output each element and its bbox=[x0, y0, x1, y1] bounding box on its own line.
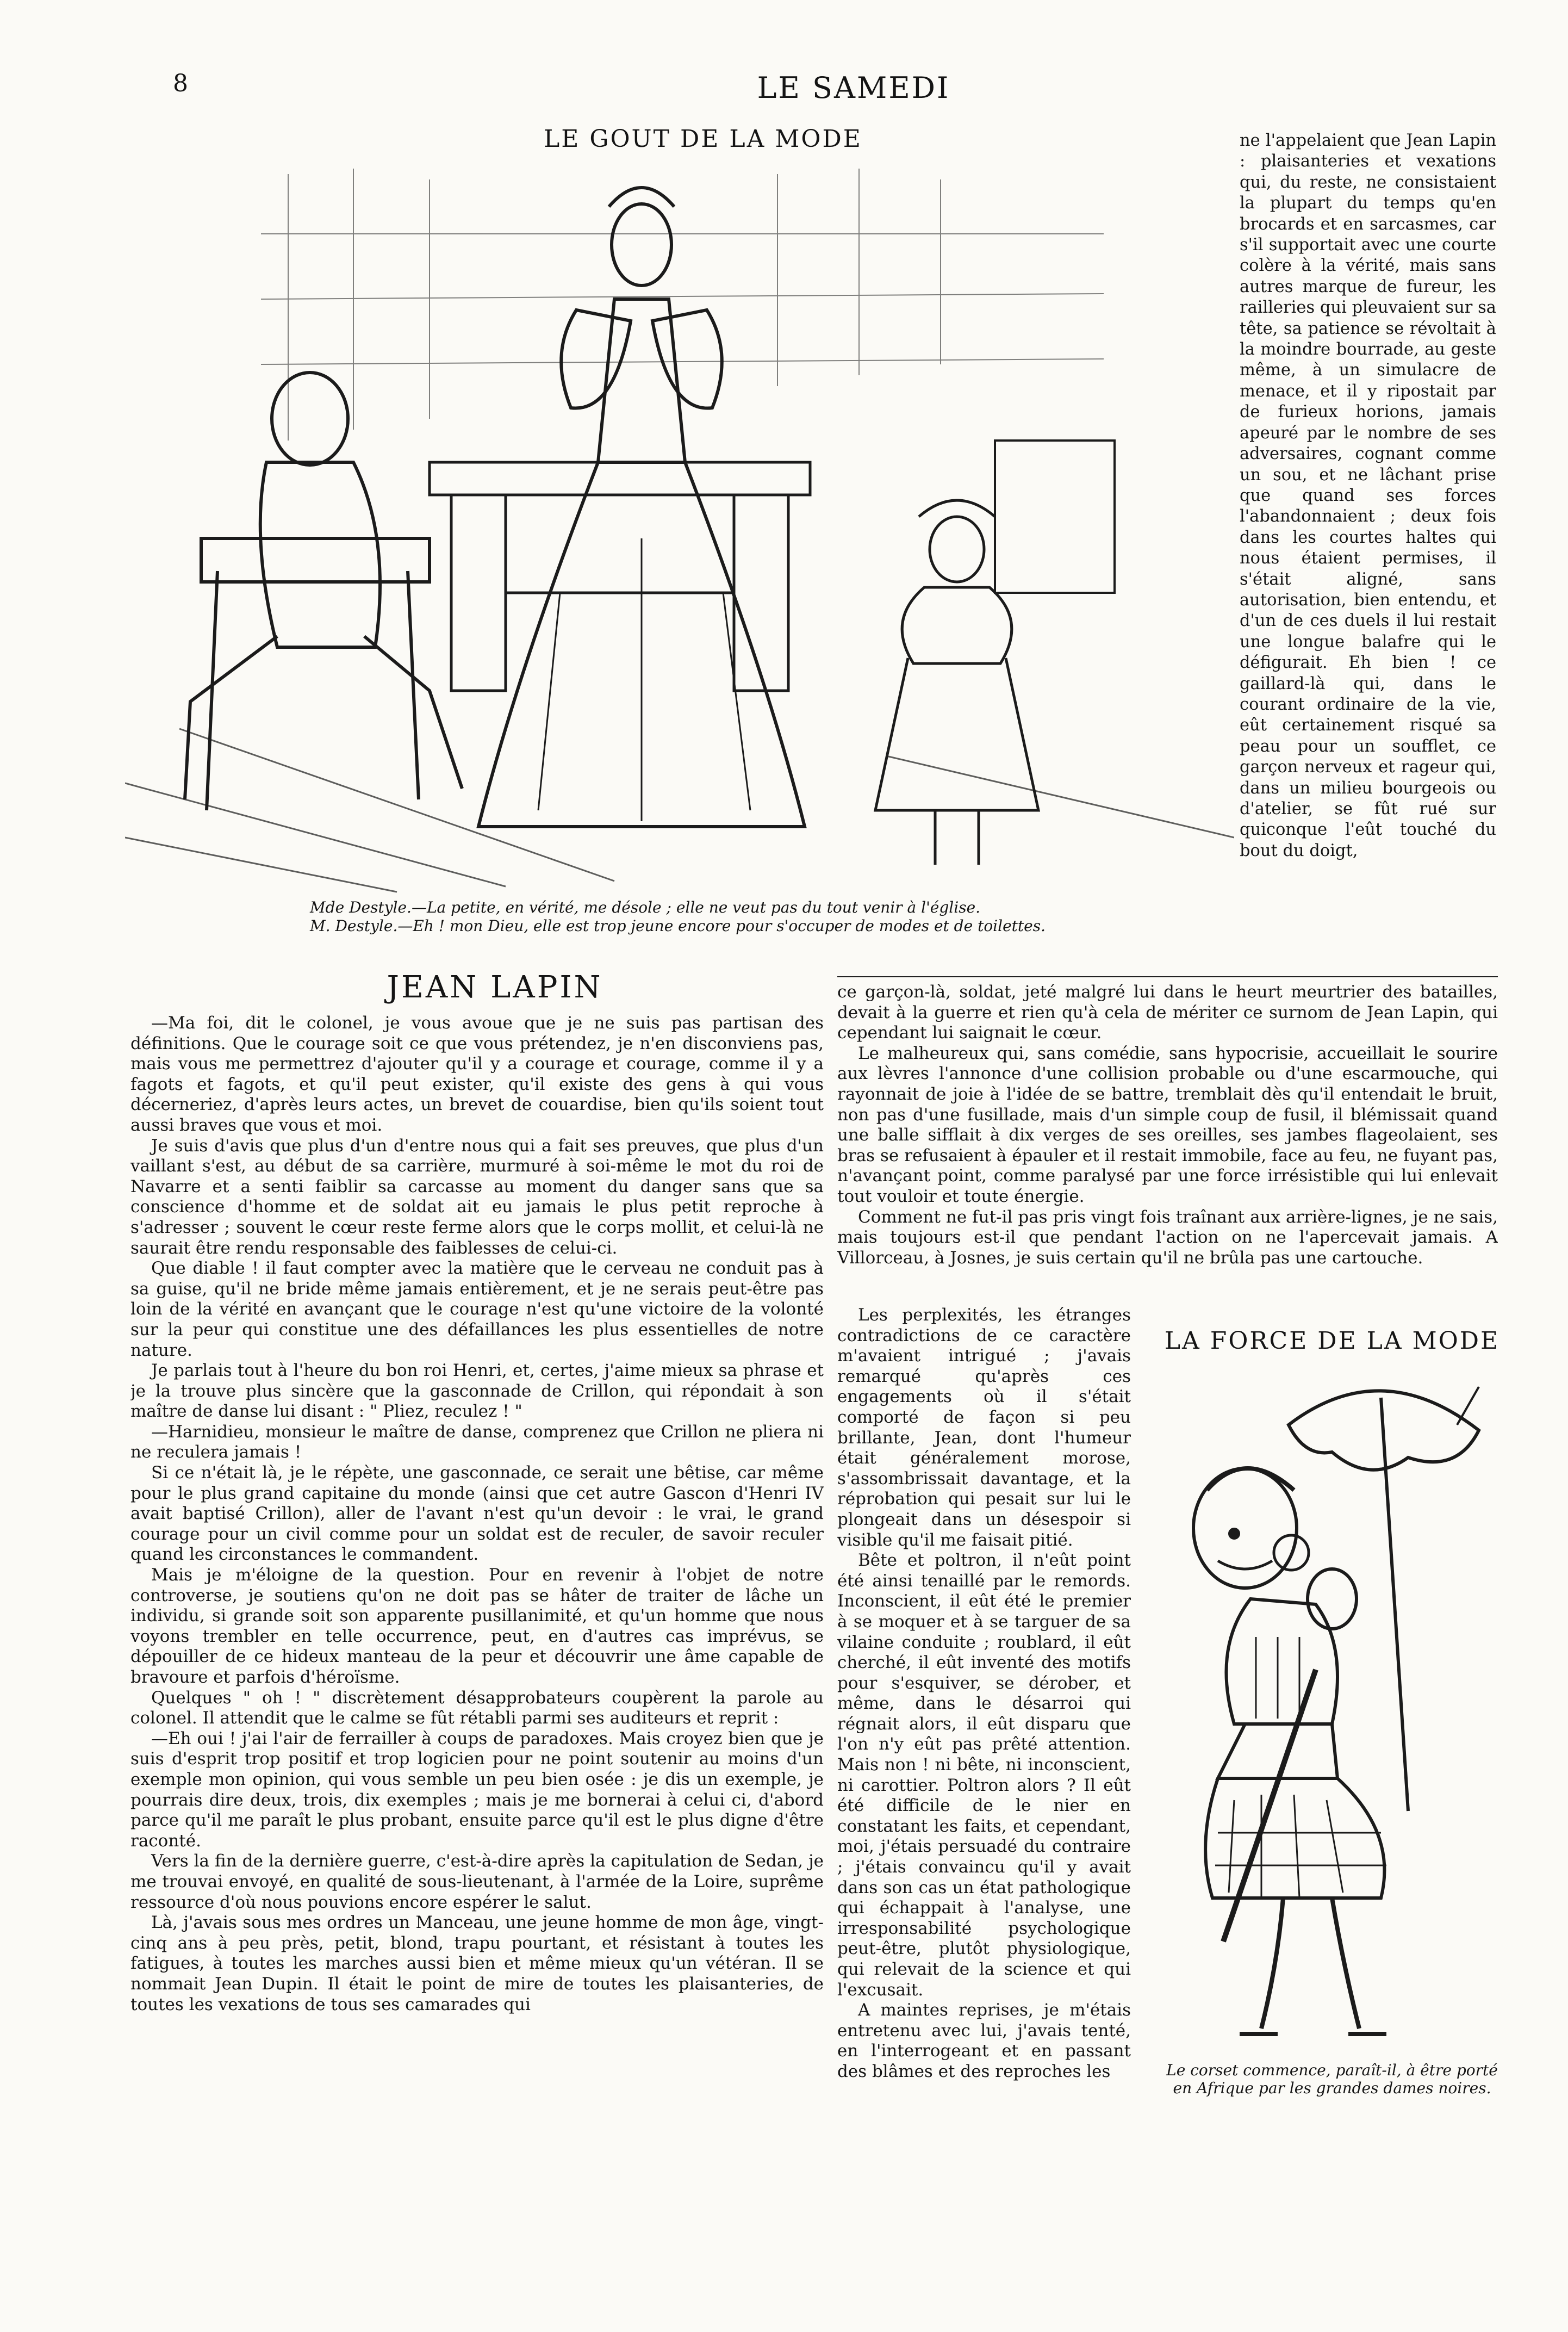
paragraph: ne l'appelaient que Jean Lapin : plaisanteries et vexations qui, du reste, ne consistaient la plupart du temps qu'en brocards et en sarcasmes, car s'il supportait avec une courte colère à la vérité, mais sans autres marque de fureur, les railleries qui pleuvaient sur sa tête, sa patience se révoltait à la moindre bourrade, au geste même, à un simulacre de menace, et il y ripostait par de furieux horions, jamais apeuré par le nombre de ses adversaires, cognant comme un sou, et ne lâchant prise que quand ses forces l'abandonnaient ; deux fois dans les courtes haltes qui nous étaient permises, il s'était aligné, sans autorisation, bien entendu, et d'un de ces duels il lui restait une longue balafre qui le défigurait. Eh bien ! ce gaillard-là qui, dans le courant ordinaire de la vie, eût certainement risqué sa peau pour un soufflet, ce garçon nerveux et rageur qui, dans un milieu bourgeois ou d'atelier, se fût rué sur quiconque l'eût touché du bout du doigt, bbox=[1240, 131, 1496, 860]
paragraph: Que diable ! il faut compter avec la matière que le cerveau ne conduit pas à sa guise, qu'il ne bride même jamais entièrement, et je ne serais peut-être pas loin de la vérité en avançant que le courage n'est qu'une victoire de la volonté sur la peur qui constitue une des défaillances les plus essentielles de notre nature. bbox=[130, 1258, 824, 1360]
text-column-left bbox=[130, 1013, 824, 2128]
text-column-right-top bbox=[1240, 131, 1496, 995]
journal-title: LE SAMEDI bbox=[757, 71, 950, 105]
engraving-gout-de-la-mode bbox=[125, 158, 1234, 897]
paragraph: Les perplexités, les étranges contradictions de ce caractère m'avaient intrigué ; j'avais remarqué qu'après ces engagements où il s'était comporté de façon si peu brillante, Jean, dont l'humeur était généralement morose, s'assombrissait davantage, et la réprobation qui pesait sur lui le plongeait dans un désespoir si visible qu'il me faisait pitié. bbox=[837, 1305, 1131, 1550]
illustration-title-force: LA FORCE DE LA MODE bbox=[1164, 1327, 1500, 1355]
illustration-title-gout: LE GOUT DE LA MODE bbox=[544, 125, 862, 153]
illustration-caption-force: Le corset commence, paraît-il, à être porté en Afrique par les grandes dames noires. bbox=[1166, 2061, 1498, 2097]
story-title: JEAN LAPIN bbox=[387, 970, 603, 1005]
caricature-force-de-la-mode bbox=[1153, 1365, 1501, 2056]
paragraph: Je suis d'avis que plus d'un d'entre nous qui a fait ses preuves, que plus d'un vaillant s'est, au début de sa carrière, murmuré à soi-même le mot du roi de Navarre et a senti faiblir sa carcasse au moment du danger sans que sa conscience d'homme et de soldat ait eu jamais le plus petit reproche à s'adresser ; souvent le cœur reste ferme alors que le corps mollit, et celui-là ne saurait être rendu responsable des faiblesses de celui-ci. bbox=[130, 1136, 824, 1258]
page-number: 8 bbox=[173, 70, 188, 97]
paragraph: Vers la fin de la dernière guerre, c'est-à-dire après la capitulation de Sedan, je me trouvai envoyé, en qualité de sous-lieutenant, à l'armée de la Loire, suprême ressource d'où nous pouvions encore espérer le salut. bbox=[130, 1851, 824, 1912]
text-column-middle-wide bbox=[837, 982, 1498, 1314]
paragraph: Le malheureux qui, sans comédie, sans hypocrisie, accueillait le sourire aux lèvres l'annonce d'une collision probable ou d'une escarmouche, qui rayonnait de joie à l'idée de se battre, tremblait dès qu'il entendait le bruit, non pas d'une fusillade, mais d'un simple coup de fusil, il blémissait quand une balle sifflait à dix verges de ses oreilles, ses jambes flageolaient, ses bras se refusaient à épauler et il restait immobile, face au feu, ne fuyant pas, n'avançant point, comme paralysé par une force irrésistible qui lui enlevait tout vouloir et toute énergie. bbox=[837, 1043, 1498, 1206]
paragraph: Si ce n'était là, je le répète, une gasconnade, ce serait une bêtise, car même pour le plus grand capitaine du monde (ainsi que cet autre Gascon d'Henri IV avait baptisé Crillon), aller de l'avant n'est qu'un devoir : le vrai, le grand courage pour un civil comme pour un soldat est de reculer, de savoir reculer quand les circonstances le commandent. bbox=[130, 1463, 824, 1565]
paragraph: A maintes reprises, je m'étais entretenu avec lui, j'avais tenté, en l'interrogeant et en passant des blâmes et des reproches les bbox=[837, 2000, 1131, 2081]
paragraph: Comment ne fut-il pas pris vingt fois traînant aux arrière-lignes, je ne sais, mais toujours est-il que pendant l'action on ne l'apercevait jamais. A Villorceau, à Josnes, je suis certain qu'il ne brûla pas une cartouche. bbox=[837, 1207, 1498, 1268]
illustration-caption-gout bbox=[310, 898, 1234, 935]
paragraph: Là, j'avais sous mes ordres un Manceau, une jeune homme de mon âge, vingt-cinq ans à peu près, petit, blond, trapu pourtant, et résistant à toutes les fatigues, à toutes les marches aussi bien et même mieux qu'un vétéran. Il se nommait Jean Dupin. Il était le point de mire de toutes les plaisanteries, de toutes les vexations de tous ses camarades qui bbox=[130, 1913, 824, 2014]
paragraph: Je parlais tout à l'heure du bon roi Henri, et, certes, j'aime mieux sa phrase et je la trouve plus sincère que la gasconnade de Crillon, qui répondait à son maître de danse lui disant : " Pliez, reculez ! " bbox=[130, 1361, 824, 1422]
title-rule bbox=[837, 976, 1498, 977]
paragraph: —Eh oui ! j'ai l'air de ferrailler à coups de paradoxes. Mais croyez bien que je suis d'esprit trop positif et trop logicien pour ne point soutenir au moins d'un exemple mon opinion, qui vous semble un peu bien osée : je dis un exemple, je pourrais dire deux, trois, dix exemples ; mais je me bornerai à celui ci, d'abord parce qu'il me paraît le plus probant, ensuite parce qu'il est le plus digne d'être raconté. bbox=[130, 1728, 824, 1851]
paragraph: —Harnidieu, monsieur le maître de danse, comprenez que Crillon ne pliera ni ne reculera jamais ! bbox=[130, 1422, 824, 1462]
paragraph: ce garçon-là, soldat, jeté malgré lui dans le heurt meurtrier des batailles, devait à la guerre et rien qu'à cela de mériter ce surnom de Jean Lapin, qui cependant lui saignait le cœur. bbox=[837, 982, 1498, 1043]
paragraph: Quelques " oh ! " discrètement désapprobateurs coupèrent la parole au colonel. Il attendit que le calme se fût rétabli parmi ses auditeurs et reprit : bbox=[130, 1688, 824, 1728]
paragraph: —Ma foi, dit le colonel, je vous avoue que je ne suis pas partisan des définitions. Que le courage soit ce que vous prétendez, je n'en disconviens pas, mais vous me permettrez d'ajouter qu'il y a courage et courage, comme il y a fagots et fagots, et qu'il peut exister, qu'il existe des gens à qui vous décerneriez, d'après leurs actes, un brevet de couardise, bien qu'ils soient tout aussi braves que vous et moi. bbox=[130, 1013, 824, 1135]
text-column-middle-narrow bbox=[837, 1305, 1131, 2145]
paragraph: Mais je m'éloigne de la question. Pour en revenir à l'objet de notre controverse, je soutiens qu'on ne doit pas se hâter de traiter de lâche un individu, si grande soit son apparente pusillanimité, et qu'un homme que nous voyons trembler en telle occurrence, peut, en d'autres cas imprévus, se dépouiller de ce hideux manteau de la peur et découvrir une âme capable de bravoure et parfois d'héroïsme. bbox=[130, 1565, 824, 1687]
caption-line-madame: Mde Destyle.—La petite, en vérité, me désole ; elle ne veut pas du tout venir à l'église. bbox=[310, 898, 981, 916]
caption-line-monsieur: M. Destyle.—Eh ! mon Dieu, elle est trop jeune encore pour s'occuper de modes et de toilettes. bbox=[310, 917, 1046, 935]
paragraph: Bête et poltron, il n'eût point été ainsi tenaillé par le remords. Inconscient, il eût été le premier à se moquer et à se targuer de sa vilaine conduite ; roublard, il eût cherché, il eût inventé des motifs pour s'esquiver, se dérober, et même, dans le désarroi qui régnait alors, il eût disparu que l'on n'y eût pas prêté attention. Mais non ! ni bête, ni inconscient, ni carottier. Poltron alors ? Il eût été difficile de le nier en constatant les faits, et cependant, moi, j'étais persuadé du contraire ; j'étais convaincu qu'il y avait dans son cas un état pathologique qui échappait à l'analyse, une irresponsabilité psychologique peut-être, plutôt physiologique, qui relevait de la science et qui l'excusait. bbox=[837, 1550, 1131, 2000]
